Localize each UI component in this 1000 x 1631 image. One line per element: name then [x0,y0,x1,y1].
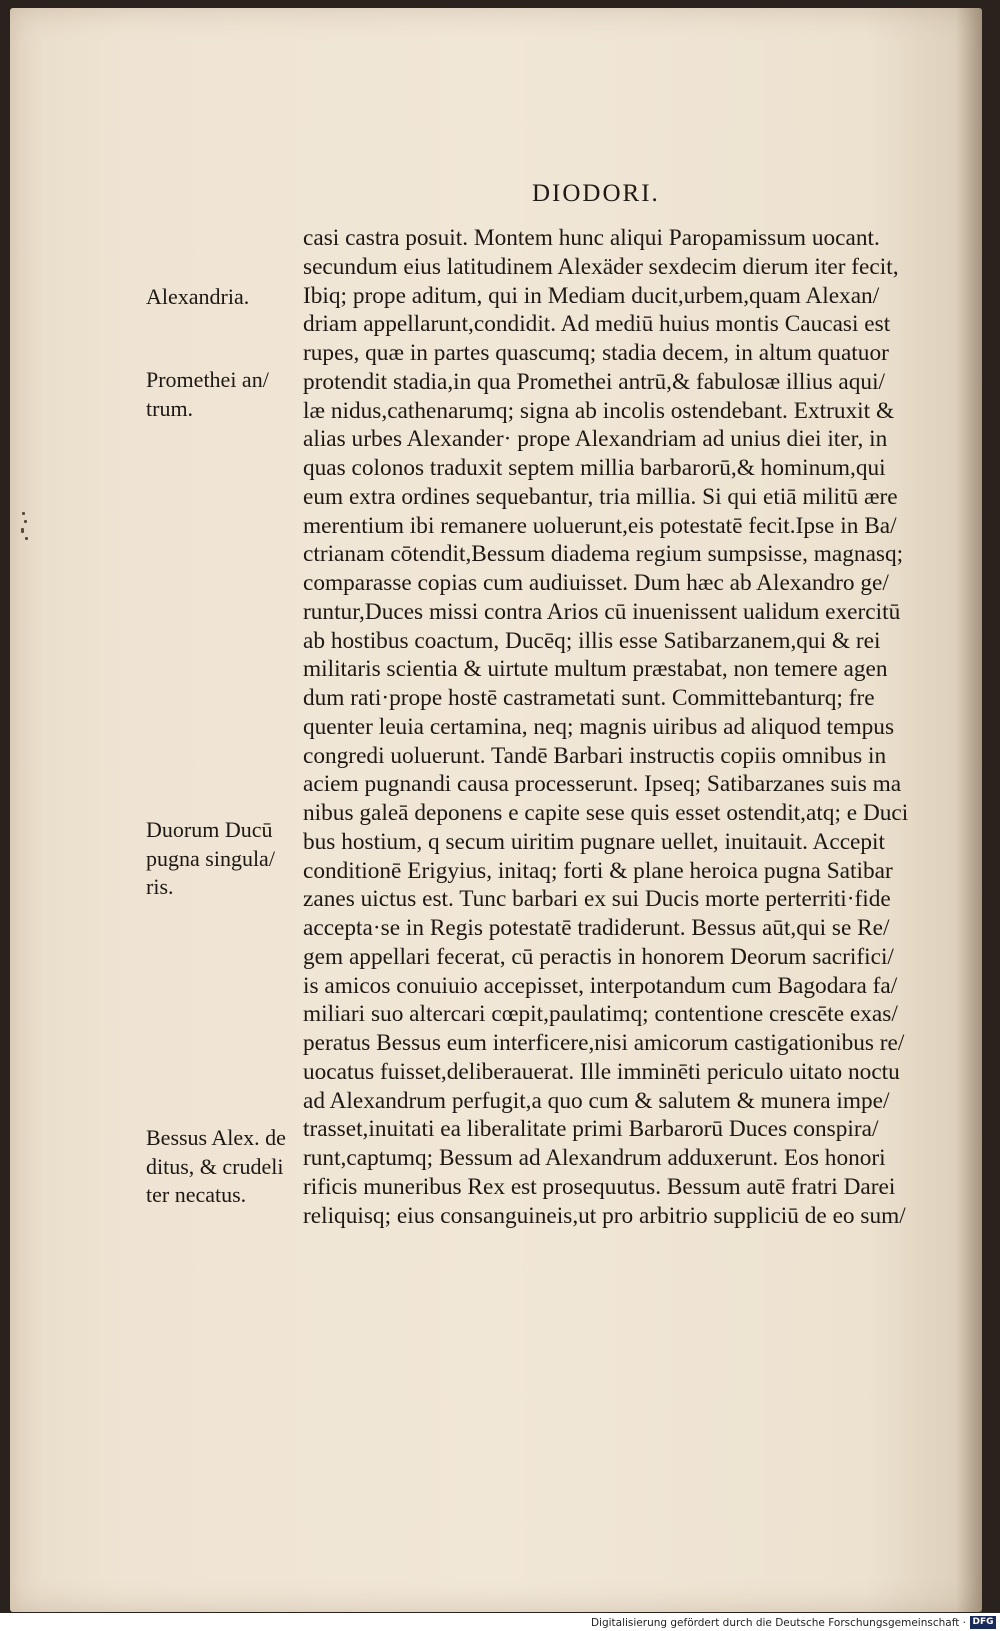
body-line: militaris scientia & uirtute multum præstabat, non temere agen [303,656,888,683]
margin-note-line: ditus, & crudeli [146,1153,284,1179]
margin-note-line: pugna singula/ [146,845,275,871]
body-line: ad Alexandrum perfugit,a quo cum & salutem & munera impe/ [303,1087,890,1114]
dfg-logo: DFG [970,1616,996,1629]
page-edge-shadow [956,8,982,1612]
body-line: Ibiq; prope aditum, qui in Mediam ducit,urbem,quam Alexan/ [303,282,880,309]
margin-note-line: Promethei an/ [146,367,269,392]
margin-note-line: Alexandria. [146,284,250,309]
body-line: zanes uictus est. Tunc barbari ex sui Ducis morte perterriti·fide [303,886,891,913]
body-line: ab hostibus coactum, Ducēq; illis esse Satibarzanem,qui & rei [303,627,881,654]
body-line: quas colonos traduxit septem millia barbarorū,& hominum,qui [303,455,886,481]
margin-note-line: Bessus Alex. de [146,1125,286,1150]
body-line: congredi uoluerunt. Tandē Barbari instructis copiis omnibus in [303,742,887,769]
body-line: alias urbes Alexander· prope Alexandriam ad unius diei iter, in [303,426,888,453]
body-line: protendit stadia,in qua Promethei antrū,& fabulosæ illius aqui/ [303,368,886,395]
body-line: ctrianam cōtendit,Bessum diadema regium sumpsisse, magnasq; [303,541,904,568]
margin-note-line: Duorum Ducū [146,817,273,842]
body-line: dum rati·prope hostē castrametati sunt. Committebanturq; fre [303,685,875,711]
ink-marks [20,510,30,550]
body-line: accepta·se in Regis potestatē tradiderunt. Bessus aūt,qui se Re/ [303,915,890,941]
body-line: aciem pugnandi causa processerunt. Ipseq; Satibarzanes suis ma [303,771,902,798]
body-line: conditionē Erigyius, initaq; forti & plane heroica pugna Satibar [303,857,893,884]
body-line: peratus Bessus eum interficere,nisi amicorum castigationibus re/ [303,1030,905,1056]
body-line: comparasse copias cum audiuisset. Dum hæc ab Alexandro ge/ [303,570,889,596]
footer-bar [0,1613,1000,1631]
body-line: gem appellari fecerat, cū peractis in honorem Deorum sacrifici/ [303,943,894,970]
body-line: nibus galeā deponens e capite sese quis esset ostendit,atq; e Duci [303,800,909,826]
body-line: casi castra posuit. Montem hunc aliqui Paropamissum uocant. [303,225,880,251]
body-text-block [303,224,923,1230]
body-line: bus hostium, q secum uiritim pugnare uellet, inuitauit. Accepit [303,828,886,855]
margin-note-line: trum. [146,395,194,421]
body-line: is amicos conuiuio accepisset, interpotandum cum Bagodara fa/ [303,972,898,999]
margin-note-promethei [146,366,304,423]
footer-credit: Digitalisierung gefördert durch die Deutsche Forschungsgemeinschaft · [590,1617,966,1629]
body-line: quenter leuia certamina, neq; magnis uiribus ad aliquod tempus [303,713,895,740]
body-line: runt,captumq; Bessum ad Alexandrum adduxerunt. Eos honori [303,1145,886,1171]
margin-note-duorum-ducum [146,816,304,902]
body-line: rupes, quæ in partes quascumq; stadia decem, in altum quatuor [303,340,889,366]
body-line: trasset,inuitati ea liberalitate primi Barbarorū Duces conspira/ [303,1116,879,1143]
margin-note-line: ter necatus. [146,1182,247,1207]
body-line: driam appellarunt,condidit. Ad mediū huius montis Caucasi est [303,311,891,338]
body-line: secundum eius latitudinem Alexäder sexdecim dierum iter fecit, [303,253,899,280]
body-line: reliquisq; eius consanguineis,ut pro arbitrio suppliciū de eo sum/ [303,1202,906,1229]
body-line: læ nidus,cathenarumq; signa ab incolis ostendebant. Extruxit & [303,397,895,424]
body-line: miliari suo altercari cœpit,paulatimq; contentione crescēte exas/ [303,1001,898,1028]
body-line: eum extra ordines sequebantur, tria millia. Si qui etiā militū ære [303,483,898,510]
body-line: rificis muneribus Rex est prosequutus. Bessum autē fratri Darei [303,1173,896,1200]
running-head: DIODORI. [532,180,660,207]
body-line: merentium ibi remanere uoluerunt,eis potestatē fecit.Ipse in Ba/ [303,512,897,539]
margin-note-bessus [146,1124,304,1210]
body-line: uocatus fuisset,deliberauerat. Ille imminēti periculo uitato noctu [303,1058,900,1085]
margin-note-alexandria [146,283,304,312]
body-line: runtur,Duces missi contra Arios cū inuenissent ualidum exercitū [303,598,901,625]
margin-note-line: ris. [146,874,174,899]
